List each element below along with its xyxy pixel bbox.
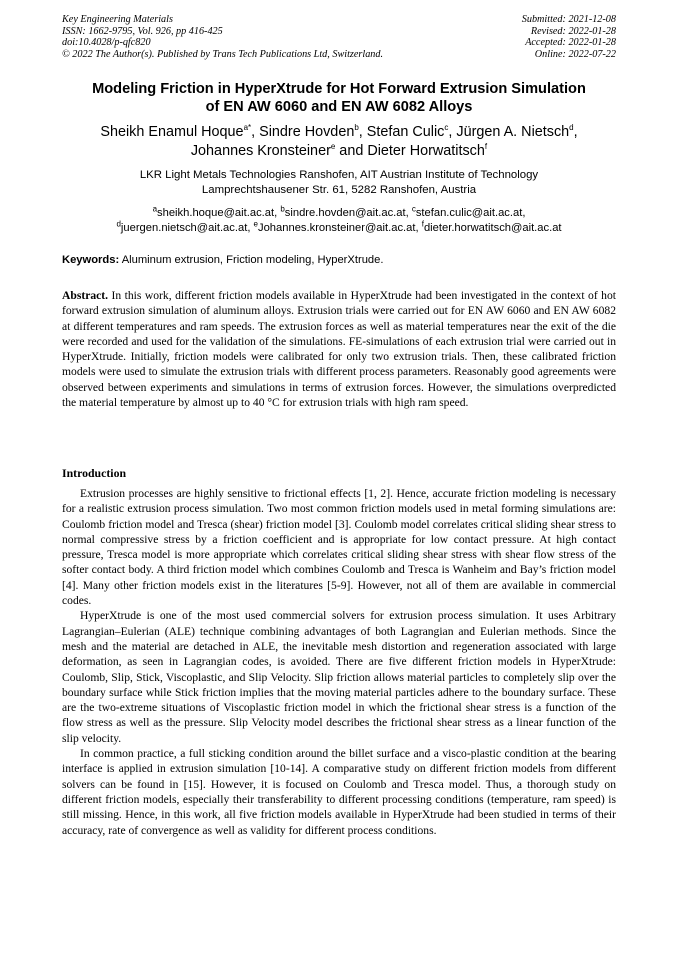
email-separator: , <box>247 221 254 234</box>
email-mark: f <box>421 218 424 228</box>
paragraph: HyperXtrude is one of the most used commercial solvers for extrusion process simulation. It uses Arbitrary Lagrangian–Eulerian (ALE) technique combining advantages of both Lagrangian and Eulerian methods. Since the mesh and the material are detached in ALE, the inevitable mesh distortion and regeneration associated with large deformation, as seen in Lagrangian codes, is avoided. There are five different friction models in HyperXtrude: Coulomb, Slip, Stick, Viscoplastic, and Slip Velocity. Slip friction allows material particles to completely slip over the boundary surface while Stick friction implies that the moving material particles adhere to the boundary surface. These are the two-extreme situations of Viscoplastic friction model in which the frictional shear stress is a function of the flow stress as well as the pressure. Slip Velocity model describes the frictional shear stress as a linear function of the slip velocity. <box>62 609 616 745</box>
section-heading-introduction: Introduction <box>62 466 127 480</box>
online-date: Online: 2022-07-22 <box>534 48 616 60</box>
author-name: Sindre Hovden <box>259 124 355 140</box>
author-mark: b <box>354 123 359 133</box>
email-address[interactable]: dieter.horwatitsch@ait.ac.at <box>423 221 562 234</box>
copyright-notice: © 2022 The Author(s). Published by Trans Tech Publications Ltd, Switzerland. <box>62 48 384 60</box>
author-mark: e <box>330 142 336 152</box>
paper-title <box>50 80 628 116</box>
abstract <box>62 288 616 410</box>
title-line-1: Modeling Friction in HyperXtrude for Hot Forward Extrusion Simulation <box>92 81 586 97</box>
author-separator: and <box>335 143 368 159</box>
email-separator: , <box>415 221 422 234</box>
author-name: Sheikh Enamul Hoque <box>100 124 244 140</box>
submitted-date: Submitted: 2021-12-08 <box>521 14 616 25</box>
author-name: Jürgen A. Nietsch <box>456 124 570 140</box>
email-address[interactable]: Johannes.kronsteiner@ait.ac.at <box>257 221 416 234</box>
submission-dates <box>522 14 616 60</box>
affiliation-line-2: Lamprechtshausener Str. 61, 5282 Ranshofen, Austria <box>201 184 477 196</box>
author-name: Dieter Horwatitsch <box>367 143 485 159</box>
email-mark: d <box>116 218 121 228</box>
author-name: Stefan Culic <box>366 124 445 140</box>
author-separator: , <box>448 124 457 140</box>
author-separator: , <box>251 124 260 140</box>
keywords-text: Aluminum extrusion, Friction modeling, HyperXtrude. <box>119 254 384 266</box>
email-mark: e <box>253 218 258 228</box>
author-mark: d <box>569 123 574 133</box>
paragraph: Extrusion processes are highly sensitive to frictional effects [1, 2]. Hence, accurate friction modeling is necessary for a realistic extrusion process simulation. Two most common friction models used in metal forming simulations are: Coulomb friction model and Tresca (shear) friction model [3]. Coulomb model correlates critical sliding shear stress to normal compressive stress by a friction coefficient and is appropriate for low contact pressure. At high contact pressure, Tresca model is more appropriate which correlates critical sliding shear stress with shear flow stress of the softer contact body. A third friction model which combines Coulomb and Tresca is Wanheim and Bay’s friction model [4]. Many other friction models exist in the literatures [5-9]. However, not all of them are available in commercial codes. <box>62 487 616 608</box>
email-separator: , <box>405 207 412 219</box>
paragraph: In common practice, a full sticking condition around the billet surface and a visco-plastic condition at the bearing interface is applied in extrusion simulation [10-14]. A comparative study on different friction models from different solvers can be found in [15]. However, it is focused on Coulomb and Tresca model. Thus, a thorough study on different friction models, especially their transferability to different processing conditions (temperature, ram speed) is still missing. Hence, in this work, all five friction models available in HyperXtrude had been studied in terms of their accuracy, rate of convergence as well as validity for different process conditions. <box>62 747 616 837</box>
email-address[interactable]: sindre.hovden@ait.ac.at <box>284 207 406 219</box>
author-mark: f <box>484 142 488 152</box>
email-mark: b <box>280 204 285 214</box>
keywords-label: Keywords: <box>62 254 120 266</box>
email-separator: , <box>522 207 526 219</box>
accepted-date: Accepted: 2022-01-28 <box>525 37 616 49</box>
introduction-body <box>62 486 616 838</box>
title-line-2: of EN AW 6060 and EN AW 6082 Alloys <box>205 99 473 115</box>
affiliation <box>40 168 638 198</box>
email-address[interactable]: sheikh.hoque@ait.ac.at <box>157 207 275 219</box>
revised-date: Revised: 2022-01-28 <box>530 25 616 37</box>
email-address[interactable]: stefan.culic@ait.ac.at <box>415 207 523 219</box>
journal-issn: ISSN: 1662-9795, Vol. 926, pp 416-425 <box>62 25 223 37</box>
email-mark: a <box>152 204 158 214</box>
author-mark: c <box>444 123 449 133</box>
author-list <box>40 123 638 161</box>
abstract-label: Abstract. <box>62 289 109 302</box>
journal-info <box>62 14 383 60</box>
affiliation-line-1: LKR Light Metals Technologies Ranshofen, AIT Austrian Institute of Technology <box>139 169 539 181</box>
author-separator: , <box>358 124 367 140</box>
email-separator: , <box>274 207 281 219</box>
email-mark: c <box>411 204 416 214</box>
author-separator: , <box>573 124 578 140</box>
keywords <box>62 253 616 267</box>
journal-doi: doi:10.4028/p-qfc820 <box>62 37 151 49</box>
abstract-text: In this work, different friction models available in HyperXtrude had been investigated in the context of hot forward extrusion simulation of aluminum alloys. Extrusion trials were carried out for EN AW 6060 and EN AW 6082 at different temperatures and ram speeds. The extrusion forces as well as material temperatures near the exit of the die were recorded and used for the validation of the simulations. FE-simulations of each extrusion trial were carried out in HyperXtrude. Initially, friction models were calibrated for only two extrusion trials. Then, these calibrated friction models were used to simulate the extrusion trials with different process parameters. Reasonably good agreements were observed between experiments and simulations in terms of extrusion forces. However, the simulations overpredicted the material temperature by almost up to 40 °C for extrusion trials with high ram speed. <box>62 289 616 410</box>
email-list <box>40 206 638 235</box>
email-address[interactable]: juergen.nietsch@ait.ac.at <box>120 221 248 234</box>
author-mark: a* <box>243 123 252 133</box>
journal-name: Key Engineering Materials <box>62 14 173 25</box>
author-name: Johannes Kronsteiner <box>190 143 331 159</box>
